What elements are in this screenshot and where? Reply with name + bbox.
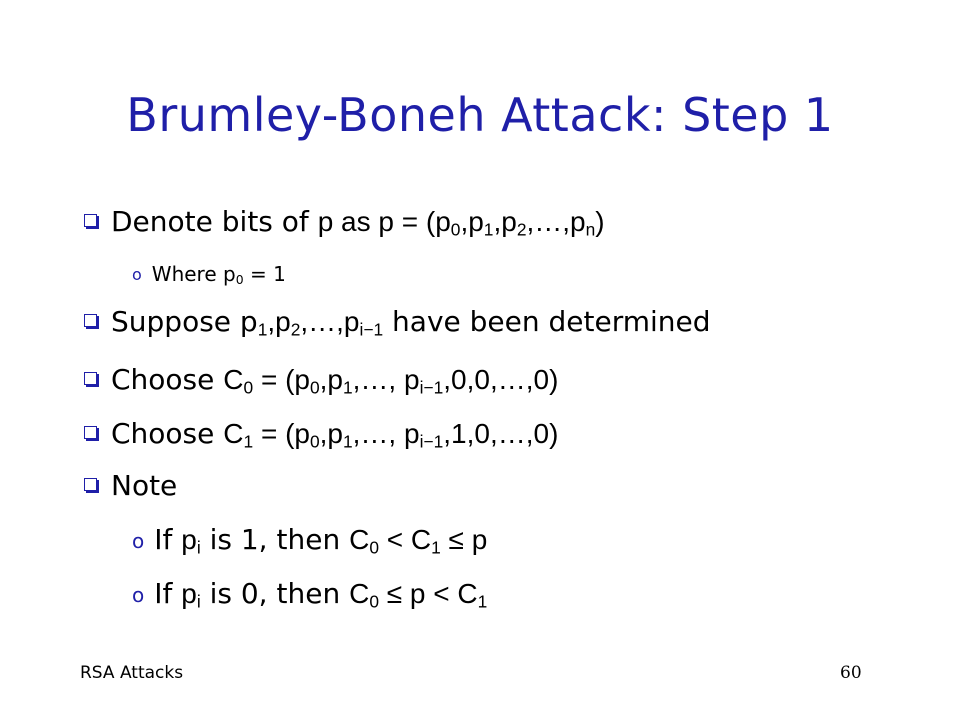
square-bullet-icon	[84, 314, 97, 327]
bullet-choose-c1: Choose $C_1$ = ($p_0,p_1,\dots$, $p_{i-1},1,0,\dots,0$)	[84, 418, 558, 450]
bullet-choose-c0: Choose $C_0$ = ($p_0,p_1,\dots$, $p_{i-1},0,0,\dots,0$)	[84, 364, 558, 396]
square-bullet-icon	[84, 478, 97, 491]
subbullet-if-pi-1: o If $p_i$ is 1, then $C_0 < C_1 \le p$	[132, 523, 488, 558]
bullet-note: Note	[84, 470, 177, 502]
page-number: 60	[840, 663, 862, 683]
circle-bullet-icon: o	[132, 583, 145, 607]
footer-course-title: RSA Attacks	[80, 663, 184, 683]
square-bullet-icon	[84, 372, 97, 385]
square-bullet-icon	[84, 214, 97, 227]
circle-bullet-icon: o	[132, 265, 142, 284]
subbullet-where-p0: o Where $p_0 = 1$	[132, 258, 286, 292]
bullet-suppose: Suppose $p_1,p_2,\dots,p_{i-1}$ have been determined	[84, 306, 711, 338]
circle-bullet-icon: o	[132, 529, 145, 553]
square-bullet-icon	[84, 426, 97, 439]
subbullet-if-pi-0: o If $p_i$ is 0, then $C_0 \le p < C_1$	[132, 577, 488, 612]
bullet-denote-bits: Denote bits of p as $p = (p_0,p_1,p_2,\dots,p_n)$	[84, 206, 605, 238]
slide-title: Brumley-Boneh Attack: Step 1	[126, 88, 834, 142]
